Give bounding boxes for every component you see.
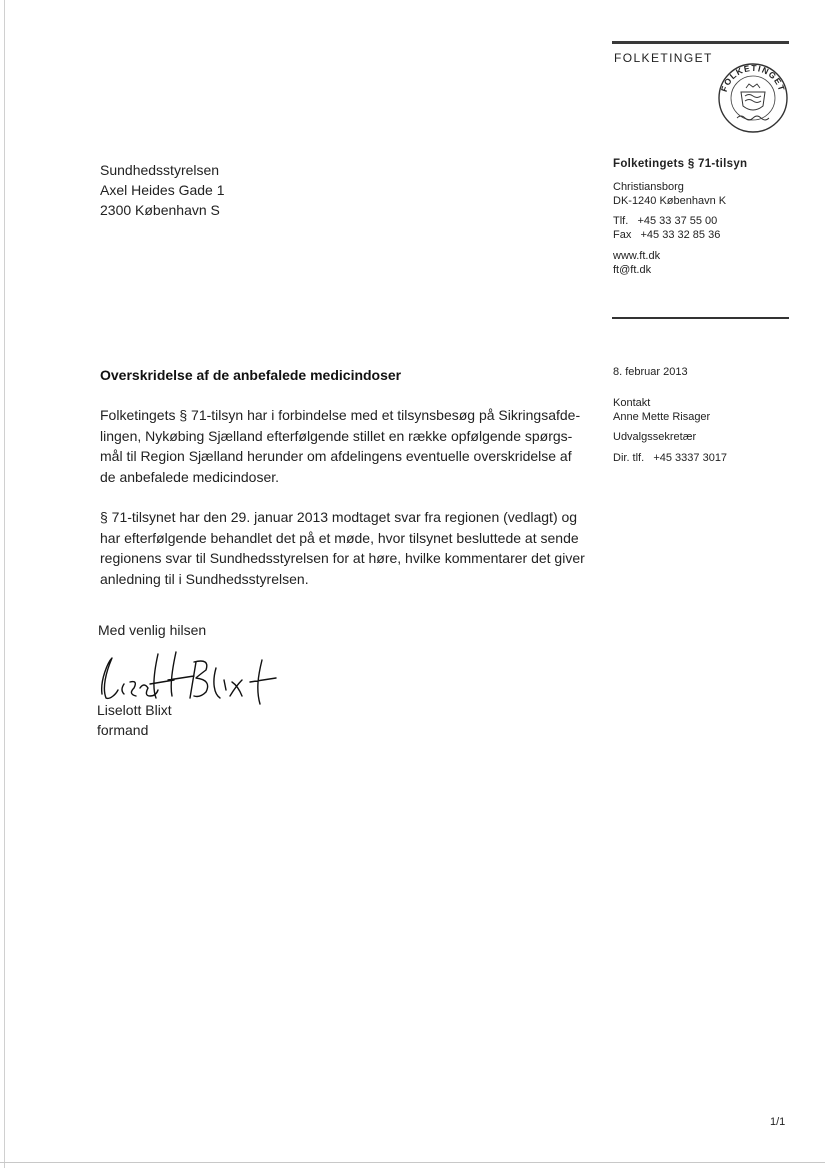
signer-block [97, 700, 172, 740]
sender-web: www.ft.dk [613, 250, 661, 262]
sender-address-line1: Christiansborg [613, 181, 684, 193]
paragraph-line: de anbefalede medicindoser. [100, 468, 280, 485]
sender-phone-block [613, 214, 720, 242]
recipient-street: Axel Heides Gade 1 [100, 182, 225, 198]
recipient-name: Sundhedsstyrelsen [100, 162, 220, 178]
letter-date: 8. februar 2013 [613, 366, 688, 378]
sender-fax: Fax +45 33 32 85 36 [613, 229, 721, 241]
sender-address-line2: DK-1240 København K [613, 195, 727, 207]
paragraph-line: lingen, Nykøbing Sjælland efterfølgende stillet en række opfølgende spørgs- [100, 427, 573, 444]
recipient-city: 2300 København S [100, 202, 220, 218]
paragraph-line: mål til Region Sjælland herunder om afdelingens eventuelle overskridelse af [100, 448, 572, 464]
sender-unit: Folketingets § 71-tilsyn [613, 158, 748, 170]
signer-title: formand [97, 722, 149, 738]
contact-block [613, 396, 710, 424]
letterhead-rule [612, 41, 789, 44]
letter-subject: Overskridelse af de anbefalede medicindoser [100, 367, 402, 383]
sender-phone: Tlf. +45 33 37 55 00 [613, 215, 718, 227]
page-edge [4, 0, 5, 1168]
paragraph-line: § 71-tilsynet har den 29. januar 2013 modtaget svar fra regionen (vedlagt) og [100, 509, 578, 525]
closing-salutation: Med venlig hilsen [98, 622, 207, 638]
body-paragraph-2 [100, 507, 600, 589]
paragraph-line: regionens svar til Sundhedsstyrelsen for at høre, hvilke kommentarer det giver [100, 550, 585, 566]
page-bottom-edge [0, 1162, 825, 1163]
parliament-seal-icon [717, 62, 789, 134]
contact-name: Anne Mette Risager [613, 411, 711, 423]
direct-phone: Dir. tlf. +45 3337 3017 [613, 452, 728, 464]
signer-name: Liselott Blixt [97, 702, 172, 718]
paragraph-line: har efterfølgende behandlet det på et møde, hvor tilsynet besluttede at sende [100, 529, 579, 546]
sender-address [613, 180, 726, 208]
svg-text:FOLKETINGET: FOLKETINGET [718, 62, 788, 94]
contact-title: Udvalgssekretær [613, 431, 697, 443]
sender-web-block [613, 249, 660, 277]
body-paragraph-1 [100, 405, 600, 487]
paragraph-line: Folketingets § 71-tilsyn har i forbindelse med et tilsynsbesøg på Sikringsafde- [100, 407, 581, 423]
sender-divider [612, 317, 789, 319]
organization-name: FOLKETINGET [614, 51, 713, 65]
contact-label: Kontakt [613, 397, 651, 409]
recipient-address [100, 160, 225, 220]
paragraph-line: anledning til i Sundhedsstyrelsen. [100, 570, 309, 587]
sender-email: ft@ft.dk [613, 264, 652, 276]
page-number: 1/1 [770, 1116, 786, 1128]
